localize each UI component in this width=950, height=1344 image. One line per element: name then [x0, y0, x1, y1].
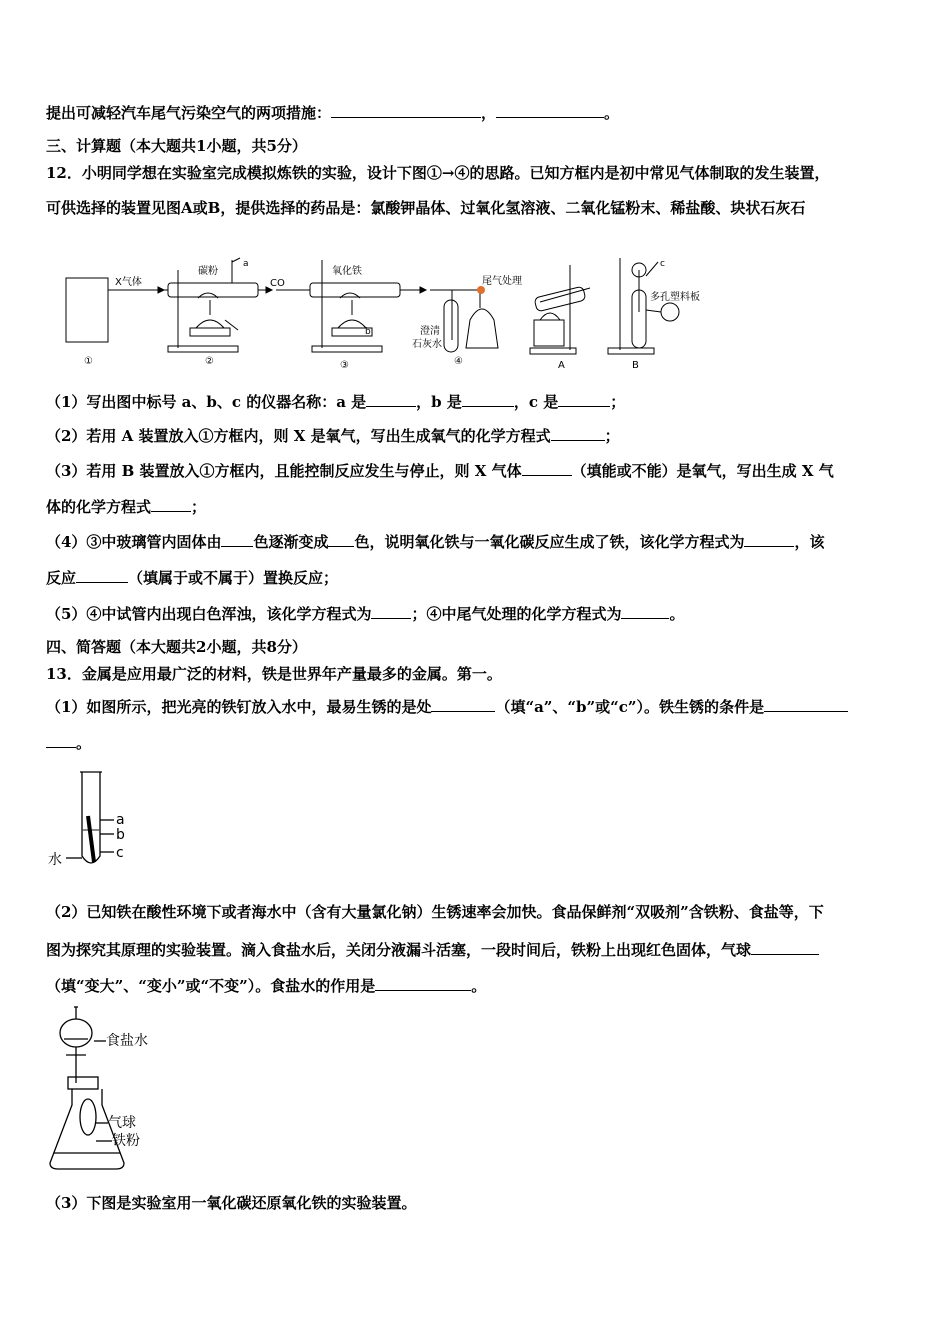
nail-test-tube-figure: [44, 768, 144, 873]
answer-blank[interactable]: [462, 392, 514, 407]
position-c-label: c: [116, 845, 124, 861]
brine-label: 食盐水: [106, 1033, 148, 1049]
label-b: b: [365, 327, 371, 337]
answer-blank[interactable]: [621, 604, 669, 619]
answer-blank[interactable]: [328, 532, 354, 547]
q12-text-2: 可供选择的装置见图A或B，提供选择的药品是：氯酸钾晶体、过氧化氢溶液、二氧化锰粉末、稀盐酸、块状石灰石: [46, 199, 806, 217]
answer-blank[interactable]: [371, 604, 411, 619]
q13-text: 13．金属是应用最广泛的材料，铁是世界年产量最多的金属。第一。: [46, 665, 502, 683]
answer-blank[interactable]: [151, 497, 191, 512]
q12-part-1: （1）写出图中标号 a、b、c 的仪器名称：a 是 ，b 是 ，c 是 ；: [46, 393, 626, 411]
answer-blank[interactable]: [551, 426, 605, 441]
q13-part-2-1: （2）已知铁在酸性环境下或者海水中（含有大量氯化钠）生锈速率会加快。食品保鲜剂“双吸剂”含铁粉、食盐等，下: [46, 903, 824, 921]
co-label: CO: [270, 278, 285, 289]
limewater-label-1: 澄清: [420, 326, 440, 337]
position-a-label: a: [116, 812, 125, 828]
q12-part-3-cont: 体的化学方程式 ；: [46, 498, 207, 516]
answer-blank[interactable]: [46, 733, 76, 748]
answer-blank[interactable]: [751, 940, 819, 955]
iron-oxide-label: 氧化铁: [332, 266, 362, 277]
generator-box: [66, 278, 108, 342]
x-gas-label: X气体: [115, 277, 142, 288]
position-b-label: b: [116, 827, 125, 843]
measures-line: 提出可减轻汽车尾气污染空气的两项措施： ， 。: [46, 104, 620, 122]
water-label: 水: [48, 852, 62, 868]
q13-part-2-2: 图为探究其原理的实验装置。滴入食盐水后，关闭分液漏斗活塞，一段时间后，铁粉上出现红色固体，气球: [46, 940, 819, 960]
label-2: ②: [205, 356, 214, 367]
answer-blank[interactable]: [366, 392, 416, 407]
answer-blank[interactable]: [331, 103, 481, 118]
q13-part-1-cont: 。: [46, 733, 91, 753]
iron-smelting-apparatus-figure: [60, 250, 720, 375]
q13-part-3: （3）下图是实验室用一氧化碳还原氧化铁的实验装置。: [46, 1194, 417, 1212]
answer-blank[interactable]: [744, 532, 794, 547]
tail-gas-label: 尾气处理: [482, 276, 522, 287]
limewater-label-2: 石灰水: [412, 339, 442, 350]
section-3-heading: 三、计算题（本大题共1小题，共5分）: [46, 137, 307, 155]
q12-part-2: （2）若用 A 装置放入①方框内，则 X 是氧气，写出生成氧气的化学方程式 ；: [46, 427, 620, 445]
q12-part-4-cont: 反应 （填属于或不属于）置换反应；: [46, 569, 339, 587]
answer-blank[interactable]: [764, 697, 848, 712]
q12-text-1: 12．小明同学想在实验室完成模拟炼铁的实验，设计下图①→④的思路。已知方框内是初中常见气体制取的发生装置，: [46, 164, 830, 182]
label-1: ①: [84, 356, 93, 367]
q12-part-3: （3）若用 B 装置放入①方框内，且能控制反应发生与停止，则 X 气体 （填能或不能）是氧气，写出生成 X 气: [46, 462, 834, 480]
label-c: c: [660, 259, 665, 269]
label-4: ④: [454, 356, 463, 367]
answer-blank[interactable]: [558, 392, 610, 407]
section-4-heading: 四、简答题（本大题共2小题，共8分）: [46, 638, 307, 656]
label-device-a: A: [558, 360, 565, 371]
porous-plate-label: 多孔塑料板: [650, 292, 700, 303]
label-a: a: [243, 259, 249, 269]
iron-powder-label: 铁粉: [112, 1133, 140, 1149]
carbon-powder-label: 碳粉: [198, 266, 218, 277]
answer-blank[interactable]: [496, 103, 604, 118]
q12-part-4: （4）③中玻璃管内固体由 色逐渐变成 色，说明氧化铁与一氧化碳反应生成了铁，该化学方程式为 ，该: [46, 533, 825, 551]
answer-blank[interactable]: [375, 976, 471, 991]
label-3: ③: [340, 360, 349, 371]
q13-part-2-3: （填“变大”、“变小”或“不变”）。食盐水的作用是 。: [46, 977, 487, 995]
answer-blank[interactable]: [431, 697, 495, 712]
flask-balloon-figure: [44, 1005, 174, 1175]
q13-part-1: （1）如图所示，把光亮的铁钉放入水中，最易生锈的是处 （填“a”、“b”或“c”）。铁生锈的条件是: [46, 697, 848, 717]
label-device-b: B: [632, 360, 639, 371]
answer-blank[interactable]: [221, 532, 253, 547]
answer-blank[interactable]: [522, 461, 572, 476]
q12-part-5: （5）④中试管内出现白色浑浊，该化学方程式为 ；④中尾气处理的化学方程式为 。: [46, 605, 685, 623]
answer-blank[interactable]: [76, 568, 128, 583]
balloon-label: 气球: [108, 1115, 136, 1131]
